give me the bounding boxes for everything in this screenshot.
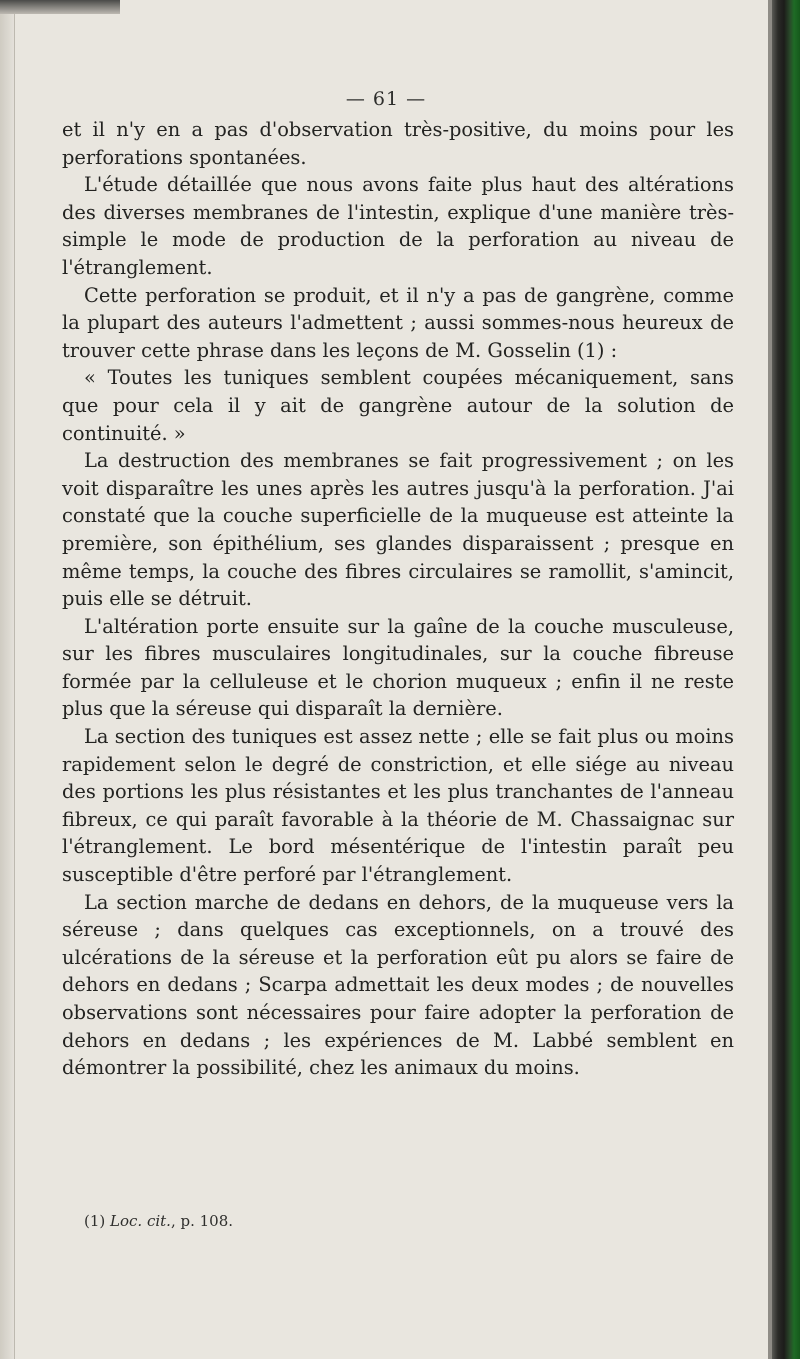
paragraph: La section des tuniques est assez nette ; elle se fait plus ou moins rapidement selon le degré de constriction, et elle siége au niveau des portions les plus résistantes et les plus tranchantes de l'anneau fibreux, ce qui paraît favorable à la théorie de M. Chassaignac sur l'étranglement. Le bord mésentérique de l'intestin paraît peu susceptible d'être perforé par l'étranglement. <box>62 725 734 887</box>
footnote <box>84 1212 233 1230</box>
footnote-marker: (1) <box>84 1212 106 1230</box>
quotation: « Toutes les tuniques semblent coupées mécaniquement, sans que pour cela il y ait de gangrène autour de la solution de continuité. » <box>62 366 734 445</box>
footnote-source: Loc. cit. <box>110 1212 171 1230</box>
paragraph: Cette perforation se produit, et il n'y a pas de gangrène, comme la plupart des auteurs l'admettent ; aussi sommes-nous heureux de trouver cette phrase dans les leçons de M. Gosselin (1) : <box>62 283 734 362</box>
paragraph: La section marche de dedans en dehors, de la muqueuse vers la séreuse ; dans quelques cas exceptionnels, on a trouvé des ulcérations de la séreuse et la perforation eût pu alors se faire de dehors en dedans ; Scarpa admettait les deux modes ; de nouvelles observations sont nécessaires pour faire adopter la perforation de dehors en dedans ; les expériences de M. Labbé semblent en démontrer la possibilité, chez les animaux du moins. <box>62 890 734 1080</box>
footnote-page: , p. 108. <box>170 1212 234 1230</box>
scan-shadow <box>0 0 120 14</box>
paragraph: L'étude détaillée que nous avons faite plus haut des altérations des diverses membranes de l'intestin, explique d'une manière très-simple le mode de production de la perforation au niveau de l'étranglement. <box>62 173 734 279</box>
body-text <box>62 116 734 1082</box>
page-number: — 61 — <box>345 88 427 110</box>
paragraph: La destruction des membranes se fait progressivement ; on les voit disparaître les unes après les autres jusqu'à la perforation. J'ai constaté que la couche superficielle de la muqueuse est atteinte la première, son épithélium, ses glandes disparaissent ; presque en même temps, la couche des fibres circulaires se ramollit, s'amincit, puis elle se détruit. <box>62 449 734 611</box>
book-binding <box>772 0 800 1359</box>
paragraph-continuation: et il n'y en a pas d'observation très-positive, du moins pour les perforations spontanées. <box>62 118 734 169</box>
page-left-edge <box>0 0 15 1359</box>
paragraph: L'altération porte ensuite sur la gaîne de la couche musculeuse, sur les fibres musculaires longitudinales, sur la couche fibreuse formée par la celluleuse et le chorion muqueux ; enfin il ne reste plus que la séreuse qui disparaît la dernière. <box>62 614 734 721</box>
